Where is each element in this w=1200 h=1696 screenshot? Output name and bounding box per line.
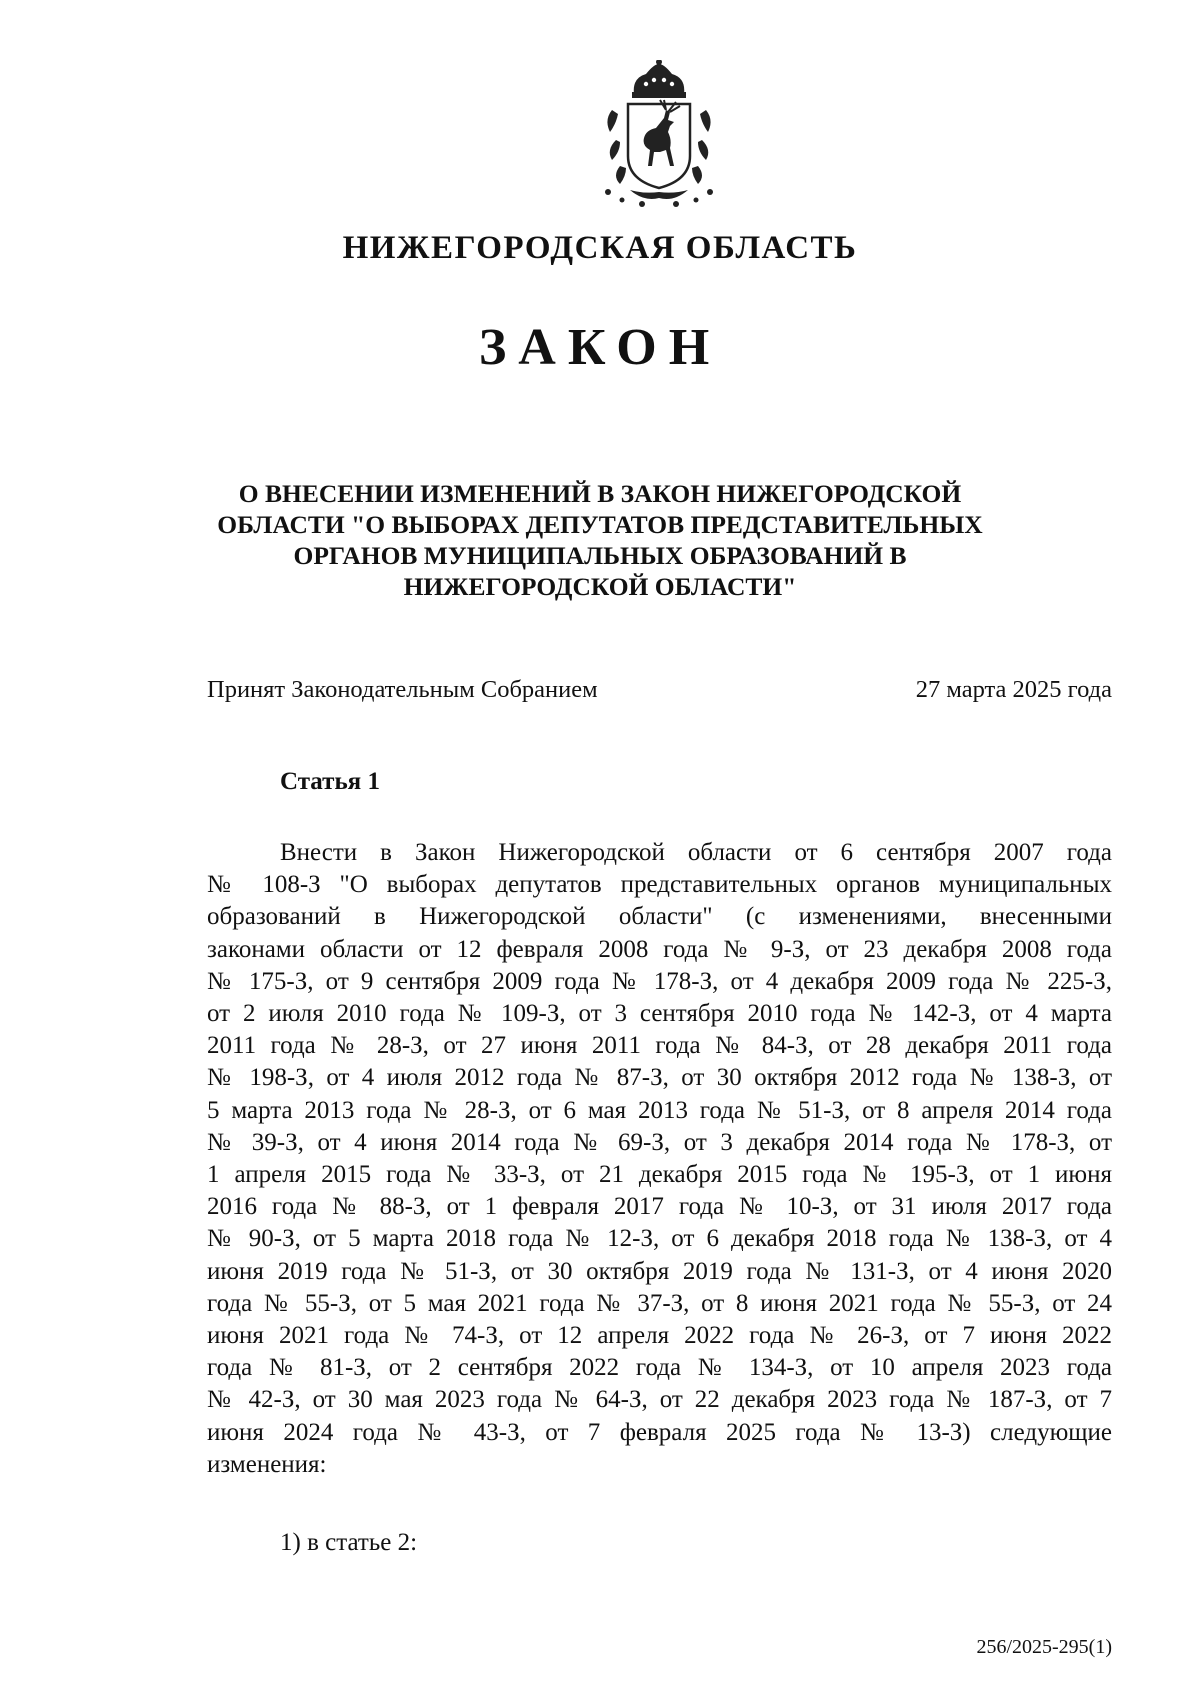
law-title [0, 478, 1200, 602]
article-line: образований в Нижегородской области" (с изменениями, внесенными [207, 903, 1112, 931]
article-line: от 2 июля 2010 года № 109-З, от 3 сентября 2010 года № 142-З, от 4 марта [207, 1000, 1112, 1028]
article-line: 1 апреля 2015 года № 33-З, от 21 декабря 2015 года № 195-З, от 1 июня [207, 1161, 1112, 1189]
law-title-line: ОРГАНОВ МУНИЦИПАЛЬНЫХ ОБРАЗОВАНИЙ В [293, 541, 907, 570]
article-heading: Статья 1 [280, 768, 380, 795]
article-item: 1) в статье 2: [280, 1529, 418, 1556]
article-line: № 198-З, от 4 июля 2012 года № 87-З, от 30 октября 2012 года № 138-З, от [207, 1064, 1112, 1092]
article-line: 2011 года № 28-З, от 27 июня 2011 года № 84-З, от 28 декабря 2011 года [207, 1032, 1112, 1060]
document-number: 256/2025-295(1) [976, 1636, 1112, 1658]
article-line: № 90-З, от 5 марта 2018 года № 12-З, от 6 декабря 2018 года № 138-З, от 4 [207, 1225, 1112, 1253]
article-line: № 175-З, от 9 сентября 2009 года № 178-З, от 4 декабря 2009 года № 225-З, [207, 967, 1112, 995]
article-line: № 108-З "О выборах депутатов представительных органов муниципальных [207, 871, 1112, 899]
article-line: № 42-З, от 30 мая 2023 года № 64-З, от 22 декабря 2023 года № 187-З, от 7 [207, 1386, 1112, 1414]
nizhny-novgorod-coat-of-arms-icon [594, 60, 724, 210]
article-line: июня 2024 года № 43-З, от 7 февраля 2025 года № 13-З) следующие [207, 1418, 1112, 1446]
law-title-line: О ВНЕСЕНИИ ИЗМЕНЕНИЙ В ЗАКОН НИЖЕГОРОДСКОЙ [238, 479, 962, 508]
document-type: ЗАКОН [478, 319, 722, 376]
article-line: 2016 года № 88-З, от 1 февраля 2017 года № 10-З, от 31 июля 2017 года [207, 1193, 1112, 1221]
region-name: НИЖЕГОРОДСКАЯ ОБЛАСТЬ [342, 230, 858, 266]
article-line: года № 55-З, от 5 мая 2021 года № 37-З, от 8 июня 2021 года № 55-З, от 24 [207, 1289, 1112, 1317]
article-line: Внести в Закон Нижегородской области от 6 сентября 2007 года [280, 839, 1112, 866]
law-title-line: ОБЛАСТИ "О ВЫБОРАХ ДЕПУТАТОВ ПРЕДСТАВИТЕЛЬНЫХ [217, 510, 983, 539]
article-line: июня 2021 года № 74-З, от 12 апреля 2022 года № 26-З, от 7 июня 2022 [207, 1322, 1112, 1350]
law-title-line: НИЖЕГОРОДСКОЙ ОБЛАСТИ" [403, 572, 797, 601]
article-line: № 39-З, от 4 июня 2014 года № 69-З, от 3 декабря 2014 года № 178-З, от [207, 1128, 1112, 1156]
adoption-date: 27 марта 2025 года [915, 676, 1112, 703]
article-line: июня 2019 года № 51-З, от 30 октября 2019 года № 131-З, от 4 июня 2020 [207, 1257, 1112, 1285]
article-body [207, 837, 1112, 1481]
article-line: года № 81-З, от 2 сентября 2022 года № 134-З, от 10 апреля 2023 года [207, 1354, 1112, 1382]
article-line: изменения: [207, 1450, 327, 1478]
adoption-label: Принят Законодательным Собранием [207, 676, 598, 703]
article-line: 5 марта 2013 года № 28-З, от 6 мая 2013 года № 51-З, от 8 апреля 2014 года [207, 1096, 1112, 1124]
article-line: законами области от 12 февраля 2008 года № 9-З, от 23 декабря 2008 года [207, 935, 1112, 963]
